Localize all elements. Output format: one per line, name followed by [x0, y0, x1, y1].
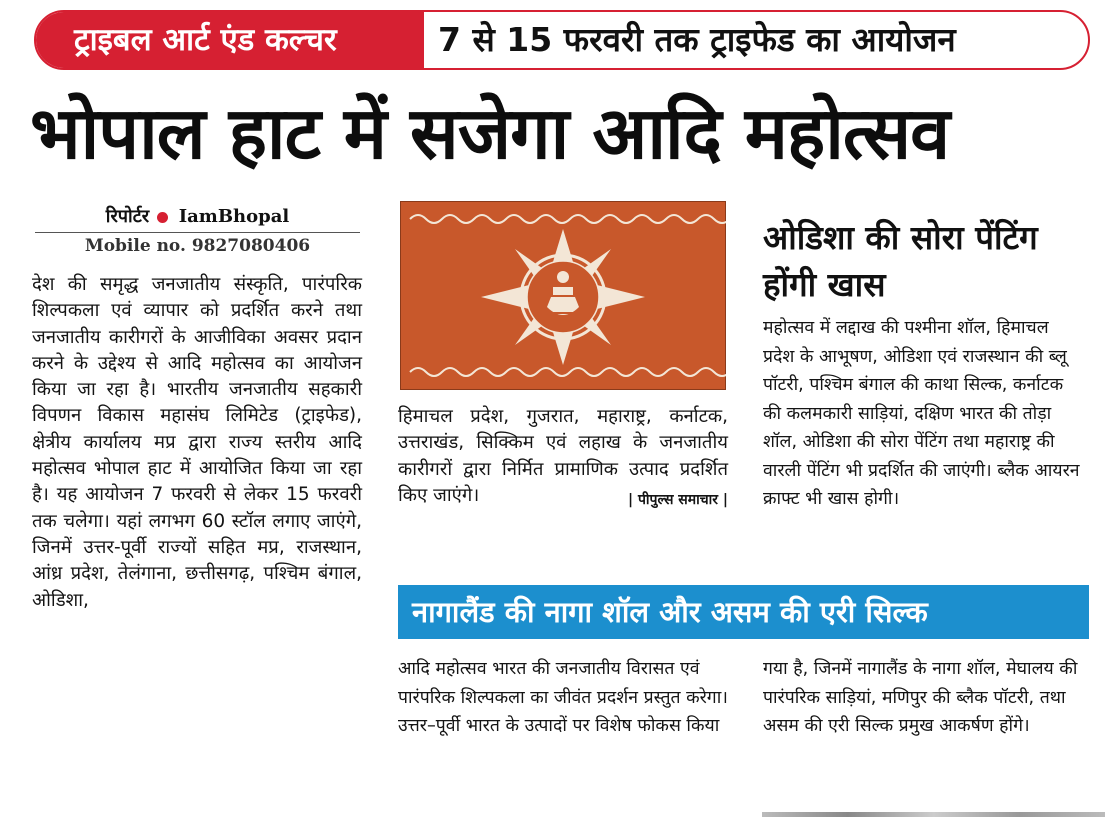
- photo-strip: [762, 812, 1105, 817]
- mobile-number: 9827080406: [191, 236, 311, 256]
- reporter-label: रिपोर्टर: [105, 206, 150, 227]
- source-credit: | पीपुल्स समाचार |: [627, 491, 728, 508]
- banner-subtitle: 7 से 15 फरवरी तक ट्राइफेड का आयोजन: [438, 20, 956, 59]
- sora-painting-image: [400, 201, 726, 390]
- section-band-heading: नागालैंड की नागा शॉल और असम की एरी सिल्क: [398, 585, 1089, 639]
- main-headline: भोपाल हाट में सजेगा आदि महोत्सव: [30, 91, 950, 175]
- article-column-2: [398, 404, 728, 513]
- article-column-1: देश की समृद्ध जनजातीय संस्कृति, पारंपरिक शिल्पकला एवं व्यापार को प्रदर्शित करने तथा जनजातीय कारीगरों के आजीविका अवसर प्रदान करने के उद्देश्य से आदि महोत्सव का आयोजन किया जा रहा है। भारतीय जनजातीय सहकारी विपणन विकास महासंघ लिमिटेड (ट्राइफेड), क्षेत्रीय कार्यालय मप्र द्वारा राज्य स्तरीय आदि महोत्सव भोपाल हाट में आयोजित किया जा रहा है। यह आयोजन 7 फरवरी से लेकर 15 फरवरी तक चलेगा। यहां लगभग 60 स्टॉल लगाए जाएंगे, जिनमें उत्तर-पूर्वी राज्यों सहित मप्र, राजस्थान, आंध्र प्रदेश, तेलंगाना, छत्तीसगढ़, पश्चिम बंगाल, ओडिशा,: [32, 274, 362, 611]
- band-column-right: गया है, जिनमें नागालैंड के नागा शॉल, मेघालय की पारंपरिक साड़ियां, मणिपुर की ब्लैक पॉटरी, तथा असम की एरी सिल्क प्रमुख आकर्षण होंगे।: [763, 659, 1078, 736]
- bullet-dot-icon: [157, 212, 168, 223]
- sidebar-body: महोत्सव में लद्दाख की पश्मीना शॉल, हिमाचल प्रदेश के आभूषण, ओडिशा एवं राजस्थान की ब्लू पॉटरी, पश्चिम बंगाल की काथा सिल्क, कर्नाटक की कलमकारी साड़ियां, दक्षिण भारत की तोड़ा शॉल, ओडिशा की सोरा पेंटिंग तथा महाराष्ट्र की वारली पेंटिंग भी प्रदर्शित की जाएंगी। ब्लैक आयरन क्राफ्ट भी खास होगी।: [763, 318, 1080, 509]
- reporter-name: IamBhopal: [178, 206, 290, 227]
- article-column-2-text: हिमाचल प्रदेश, गुजरात, महाराष्ट्र, कर्नाटक, उत्तराखंड, सिक्किम एवं लहाख के जनजातीय कारीगरों द्वारा निर्मित प्रामाणिक उत्पाद प्रदर्शित किए जाएंगे।: [398, 406, 728, 506]
- byline: [35, 204, 360, 256]
- sidebar-subhead: ओडिशा की सोरा पेंटिंग होंगी खास: [763, 218, 1038, 304]
- byline-divider: [35, 232, 360, 233]
- banner-tag: ट्राइबल आर्ट एंड कल्चर: [36, 12, 424, 68]
- section-banner: [34, 10, 1090, 70]
- band-column-left: आदि महोत्सव भारत की जनजातीय विरासत एवं पारंपरिक शिल्पकला का जीवंत प्रदर्शन प्रस्तुत करेगा। उत्तर–पूर्वी भारत के उत्पादों पर विशेष फोकस किया: [398, 659, 728, 736]
- mobile-label: Mobile no.: [84, 236, 186, 256]
